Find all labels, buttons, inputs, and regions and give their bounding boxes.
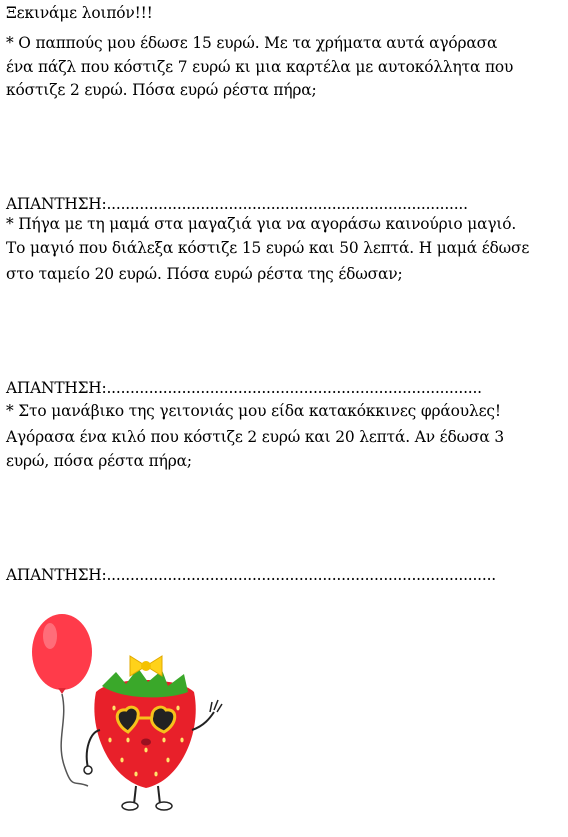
problem-1-line-3: κόστιζε 2 ευρώ. Πόσα ευρώ ρέστα πήρα; (6, 81, 317, 99)
answer-line-2: ΑΠΑΝΤΗΣΗ:................................................................................ (6, 379, 482, 397)
problem-2-line-2: Το μαγιό που διάλεξα κόστιζε 15 ευρώ και 50 λεπτά. Η μαμά έδωσε (6, 239, 530, 257)
problem-1-line-2: ένα πάζλ που κόστιζε 7 ευρώ κι μια καρτέλα με αυτοκόλλητα που (6, 58, 514, 76)
answer-line-1: ΑΠΑΝΤΗΣΗ:............................................................................. (6, 195, 468, 213)
problem-2-line-3: στο ταμείο 20 ευρώ. Πόσα ευρώ ρέστα της έδωσαν; (6, 265, 403, 283)
problem-1-line-1: * Ο παππούς μου έδωσε 15 ευρώ. Με τα χρήματα αυτά αγόρασα (6, 34, 498, 52)
problem-3-line-3: ευρώ, πόσα ρέστα πήρα; (6, 452, 192, 470)
balloon-icon (32, 614, 92, 786)
problem-2-line-1: * Πήγα με τη μαμά στα μαγαζιά για να αγοράσω καινούριο μαγιό. (6, 215, 517, 233)
strawberry-icon (84, 656, 222, 810)
problem-3-line-2: Αγόρασα ένα κιλό που κόστιζε 2 ευρώ και 20 λεπτά. Αν έδωσα 3 (6, 428, 504, 446)
bow-icon (130, 656, 162, 676)
strawberry-balloon-icon (18, 600, 238, 832)
problem-3-line-1: * Στο μανάβικο της γειτονιάς μου είδα κατακόκκινες φράουλες! (6, 402, 501, 420)
intro-text: Ξεκινάμε λοιπόν!!! (6, 4, 153, 22)
answer-line-3: ΑΠΑΝΤΗΣΗ:................................................................................... (6, 566, 496, 584)
